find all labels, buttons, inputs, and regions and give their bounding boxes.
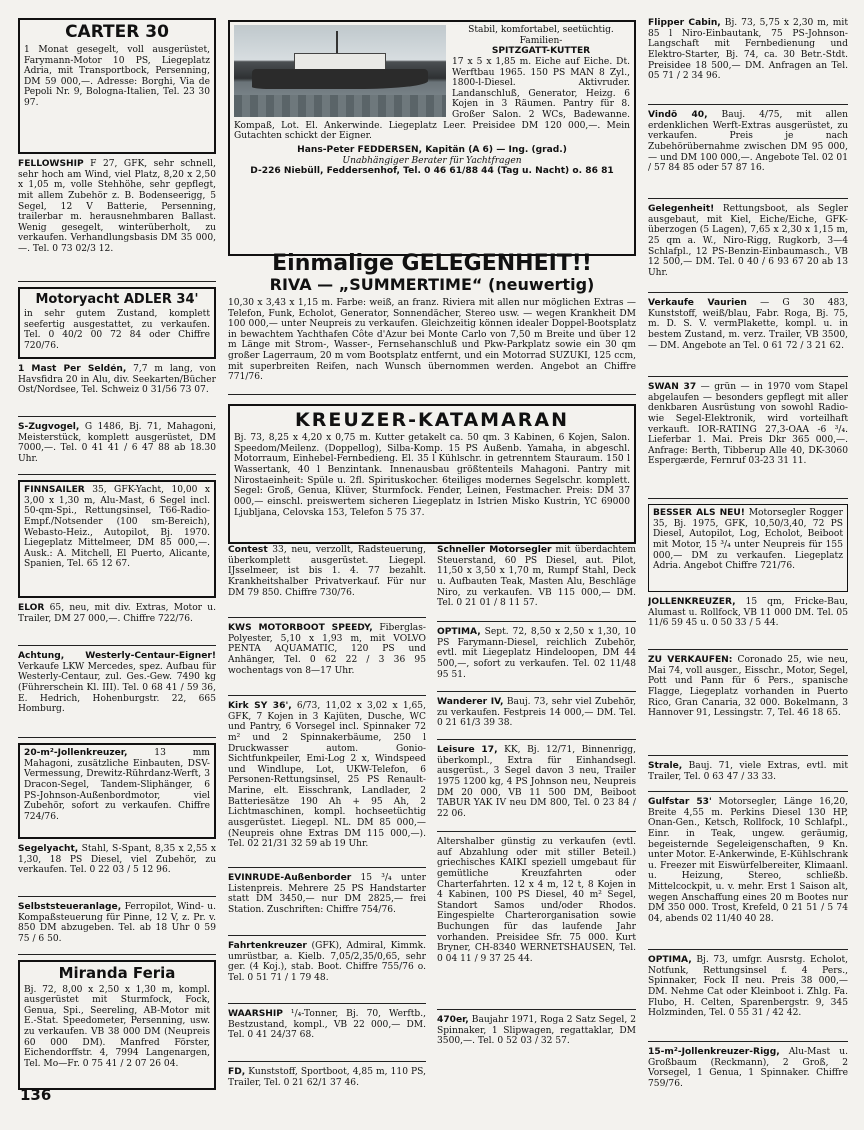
ad-strale	[648, 761, 848, 792]
ad-body: 35, GFK-Yacht, 10,00 x 3,00 x 1,30 m, Alu-Mast, 6 Segel incl. 50-qm-Spi., Rettungsinsel, T66-Radio-Empf./Notsender (100 sm-Bereich), Webasto-Heiz., Autopilot, Bj. 1970. Liegeplatz Mittelmeer, DM 85 000,—. Ausk.: A. Mitchell, El Puerto, Alicante, Spanien, Tel. 65 12 67.	[24, 485, 210, 570]
ad-jollenkreuzer-20	[18, 743, 216, 839]
ad-wanderer-iv	[437, 697, 636, 740]
ad-body: Alu-Mast u. Großbaum (Reckmann), 2 Groß, 2 Vorsegel, 1 Genua, 1 Spinnaker. Chiffre 759/76.	[648, 1047, 848, 1089]
ad-segelyacht-stahl	[18, 844, 216, 897]
ad-subheadline: RIVA — „SUMMERTIME“ (neuwertig)	[269, 275, 595, 295]
ad-body: Motorsegler Rogger 35, Bj. 1975, GFK, 10,50/3,40, 72 PS Diesel, Autopilot, Log, Echolot, Beiboot mit Motor, 15 ³/₄ unter Neupreis für 155 000,— DM zu verkaufen. Liegeplatz Adria. Angebot Chiffre 721/76.	[653, 508, 843, 572]
ad-lead: JOLLENKREUZER,	[648, 597, 736, 607]
ad-body: Bauj. 71, viele Extras, evtl. mit Trailer, Tel. 0 63 47 / 33 33.	[648, 761, 848, 782]
ad-470er	[437, 1015, 636, 1067]
ad-body: 7,7 m lang, von Havsfidra 20 in Alu, div. Seekarten/Bücher Ost/Nordsee, Tel. Schweiz 0 31/56 73 07.	[18, 364, 216, 396]
ad-body: Altershalber günstig zu verkaufen (evtl. auf Abzahlung oder mit stiller Beteil.) griechisches KAIKI speziell umgebaut für gemütliche Kreuzfahrten oder Charterfahrten. 12 x 4 m, 12 t, 8 Kojen in 4 Kabinen, 100 PS Diesel, 40 m² Segel, Standort Samos und/oder Rhodos. Eingespielte Charterorganisation sowie Buchungen für das laufende Jahr vorhanden. Preisidee Sfr. 75 000. Kurt Bryner, CH-8340 WERNETSHAUSEN, Tel. 0 04 11 / 9 37 25 44.	[437, 837, 636, 964]
ad-body: Bj. 73, 8,25 x 4,20 x 0,75 m. Kutter getakelt ca. 50 qm. 3 Kabinen, 6 Kojen, Salon. Speedom/Meilenz. (Doppellog), Silba-Komp. 15 PS Außenb. Yamaha, in abgeschl. Motorraum, Einhebel-Fernbedieng. El. 35 l Kühlschr. in getrenntem Stauraum. 150 l Wassertank, 40 l Benzintank. Innenausbau größtenteils Mahagoni. Pantry mit Nirostaeinheit: Spüle u. 2fl. Spirituskocher. 6teiliges modernes Segelschr. komplett. Segel: Groß, Genua, Klüver, Sturmfock. Fender, Leinen, Festmacher. Preis: DM 37 000,— einschl. preiswertem sicheren Liegeplatz in Istrien Misko Kustrin, YC 69000 Ljubljana, Celovska 153, Telefon 5 75 37.	[234, 433, 630, 518]
ad-contest-33	[228, 545, 426, 618]
ad-body: 10,30 x 3,43 x 1,15 m. Farbe: weiß, an franz. Riviera mit allen nur möglichen Extras — Telefon, Funk, Echolot, Generator, Sonnendächer, Stereo usw. — wegen Krankheit DM 100 000,— unter Neupreis zu verkaufen. Gleichzeitig können idealer Doppel-Bootsplatz in bewachtem Yachthafen Côte d'Azur bei Monte Carlo von 7,50 m Breite und über 12 m Länge mit Strom-, Wasser-, Fernsehanschluß und Pkw-Parkplatz sowie ein 30 qm großer Lagerraum, 20 m vom Bootsplatz entfernt, und ein Motorrad SUZUKI, 125 ccm, mit superbreiten Reifen, nach Wunsch übernommen werden. Angebot an Chiffre 771/76.	[228, 297, 636, 383]
ad-swan-37	[648, 382, 848, 499]
ad-title: 20-m²-Jollenkreuzer,	[24, 748, 128, 758]
ad-lead: Wanderer IV,	[437, 697, 504, 707]
ad-body: 33, neu, verzollt, Radsteuerung, überkomplett ausgerüstet. Liegepl. IJsselmeer, ist bis 1. 4. 77 bezahlt. Krankheitshalber Privatverkauf. Für nur DM 79 850. Chiffre 730/76.	[228, 545, 426, 598]
ad-intro: Stabil, komfortabel, seetüchtig. Familien-	[468, 25, 614, 46]
ad-fellowship	[18, 159, 216, 282]
ad-lead: FELLOWSHIP	[18, 159, 84, 169]
ad-body: Verkaufe LKW Mercedes, spez. Aufbau für Westerly-Centaur, zul. Ges.-Gew. 7490 kg (Führerschein Kl. III). Tel. 0 68 41 / 59 36, E. Hedrich, Hohenburgstr. 22, 665 Homburg.	[18, 661, 216, 715]
ad-body: Stahl, S-Spant, 8,35 x 2,55 x 1,30, 18 PS Diesel, viel Zubehör, zu verkaufen. Tel. 0 22 03 / 5 12 96.	[18, 844, 216, 876]
ad-lead: OPTIMA,	[437, 627, 481, 637]
ad-body: Sept. 72, 8,50 x 2,50 x 1,30, 10 PS Farymann-Diesel, reichlich Zubehör, evtl. mit Liegeplatz Hindeloopen, DM 44 500,—, sofort zu verkaufen. Tel. 02 11/48 95 51.	[437, 627, 636, 680]
ad-feddersen	[228, 20, 636, 261]
ad-title: Motoryacht ADLER 34'	[35, 292, 199, 307]
ad-lead: Strale,	[648, 761, 683, 771]
ad-lead: ZU VERKAUFEN:	[648, 655, 733, 665]
ad-riva	[228, 252, 636, 400]
ad-body: 13 mm Mahagoni, zusätzliche Einbauten, DSV-Vermessung, Drewitz-Rührdanz-Werft, 3 Dracon-Segel, Tandem-Sliphänger, 6 PS-Johnson-Außenbordmotor, viel Zubehör, sofort zu verkaufen. Chiffre 724/76.	[24, 748, 210, 822]
ad-selbststeueranlage	[18, 902, 216, 955]
ad-body: Bauj. 73, sehr viel Zubehör, zu verkaufen. Festpreis 14 000,— DM. Tel. 0 21 61/3 39 38.	[437, 697, 636, 729]
ad-body: 15 qm, Fricke-Bau, Alumast u. Rollfock, VB 11 000 DM. Tel. 05 11/6 59 45 u. 0 50 33 / 5 44.	[648, 597, 848, 629]
ad-fd	[228, 1067, 426, 1107]
ad-kreuzer-katamaran	[228, 404, 636, 549]
ad-optima-bj73	[648, 955, 848, 1042]
ad-body: Ferropilot, Wind- u. Kompaßsteuerung für Pinne, 12 V, z. Pr. v. 850 DM abzugeben. Tel. ab 18 Uhr 0 59 75 / 6 50.	[18, 902, 216, 944]
ad-lead: Leisure 17,	[437, 745, 498, 755]
ad-body: Rettungsboot, als Segler ausgebaut, mit Kiel, Eiche/Eiche, GFK-überzogen (5 Lagen), 7,65 x 2,30 x 1,15 m, 25 qm a. W., Niro-Rigg, Rugkorb, 3—4 Schlafpl., 12 PS-Benzin-Einbaumasch., VB 12 500,— DM. Tel. 0 40 / 6 93 67 20 ab 13 Uhr.	[648, 204, 848, 278]
ad-lead: Schneller Motorsegler	[437, 545, 552, 555]
ad-lead: ELOR	[18, 603, 45, 613]
ad-kws-speedy	[228, 623, 426, 696]
ad-advertiser-name: Hans-Peter FEDDERSEN, Kapitän (A 6) — Ing. (grad.)	[297, 144, 567, 155]
ad-body: (GFK), Admiral, Kimmk. umrüstbar, a. Kielb. 7,05/2,35/0,65, sehr ger. (4 Koj.), stab. Boot. Chiffre 755/76 o. Tel. 0 51 71 / 1 79 48.	[228, 941, 426, 983]
ad-title: CARTER 30	[65, 22, 169, 42]
ad-lead: 1 Mast Per Seldén,	[18, 364, 127, 374]
ad-gelegenheit-rettungsboot	[648, 204, 848, 293]
ad-body: mit überdachtem Steuerstand, 60 PS Diesel, aut. Pilot, 11,50 x 3,50 x 1,70 m, Rumpf Stahl, Deck u. Aufbauten Teak, Masten Alu, Beschläge Niro, zu verkaufen. VB 115 000,— DM. Tel. 0 21 01 / 8 11 57.	[437, 545, 636, 609]
ad-body: 65, neu, mit div. Extras, Motor u. Trailer, DM 27 000,—. Chiffre 722/76.	[18, 603, 216, 624]
ad-body: Coronado 25, wie neu, Mai 74, voll ausger., Eisschr., Motor, Segel, Pott und Pann für 6 Pers., spanische Flagge, Liegeplatz vorhanden in Puerto Rico, Gran Canaria, 32 000. Bokelmann, 3 Hannover 91, Lessingstr. 7, Tel. 46 18 65.	[648, 655, 848, 719]
ad-evinrude	[228, 873, 426, 936]
ad-leisure-17	[437, 745, 636, 832]
ad-body: KK, Bj. 12/71, Binnenrigg, überkompl., Extra für Einhandsegl. ausgerüst., 3 Segel davon 3 neu, Trailer 1975 1200 kg, 4 PS Johnson neu, Neupreis DM 20 000, VB 11 500 DM, Beiboot TABUR YAK IV neu DM 800, Tel. 0 23 84 / 22 06.	[437, 745, 636, 819]
ad-lead: S-Zugvogel,	[18, 422, 80, 432]
ad-body: ¹/₄-Tonner, Bj. 70, Werftb., Bestzustand, kompl., VB 22 000,— DM. Tel. 0 41 24/37 68.	[228, 1009, 426, 1041]
ad-gulfstar-53	[648, 797, 848, 950]
ad-s-zugvogel	[18, 422, 216, 475]
ad-lead: Gelegenheit!	[648, 204, 715, 214]
ad-body: — grün — in 1970 vom Stapel abgelaufen — besonders gepflegt mit aller denkbaren Ausrüstung von sowohl Radio- wie Segel-Elektronik, wird vorteilhaft verkauft. IOR-RATING 27,3-OAA -6 ³/₄. Lieferbar 1. Mai. Preis Dkr 365 000,—. Anfrage: Berth, Tibberup Alle 40, DK-3060 Espergærde, Fernruf 03-23 31 11.	[648, 382, 848, 467]
ad-body: F 27, GFK, sehr schnell, sehr hoch am Wind, viel Platz, 8,20 x 2,50 x 1,05 m, volle Stehhöhe, sehr gepflegt, mit allem Zubehör z. B. Bodenseerigg, 5 Segel, 12 V Batterie, Persenning, trailerbar m. herausnehmbaren Ballast. Wenig gesegelt, winterüberholt, zu verkaufen. Verhandlungsbasis DM 35 000,—. Tel. 0 73 02/3 12.	[18, 159, 216, 254]
ad-fahrtenkreuzer	[228, 941, 426, 1004]
ad-body: Motorsegler, Länge 16,20, Breite 4,55 m. Perkins Diesel 130 HP, Onan-Gen., Ketsch, Rollfock, 10 Schlafpl., Einr. in Teak, ungew. geräumig, begeisternde Segeleigenschaften, 9 Kn. unter Motor. E-Ankerwinde, E-Kühlschrank u. Freezer mit Eiswürfelbereiter, Klimaanl. u. Heizung, Stereo, schließb. Mittelcockpit, u. v. mehr. Erst 1 Saison alt, wegen Anschaffung eines 20 m Bootes nur DM 350 000. Trost, Krefeld, 0 21 51 / 5 74 04, abends 02 11/40 40 28.	[648, 797, 848, 924]
ad-lead: EVINRUDE-Außenborder	[228, 873, 352, 883]
ad-besser-als-neu	[648, 504, 848, 592]
ad-lead: SWAN 37	[648, 382, 697, 392]
ad-lead: OPTIMA,	[648, 955, 692, 965]
ad-lead: Gulfstar 53'	[648, 797, 712, 807]
ad-body: Bj. 73, umfgr. Ausrstg. Echolot, Notfunk, Rettungsinsel f. 4 Pers., Spinnaker, Fock II neu. Preis 38 000,— DM. Nehme Cat oder Kleinboot i. Zhlg. Fa. Flubo, H. Celten, Sparenbergstr. 9, 345 Holzminden, Tel. 0 55 31 / 42 42.	[648, 955, 848, 1019]
column-2a	[228, 545, 426, 1112]
ad-body: 1 Monat gesegelt, voll ausgerüstet, Farymann-Motor 10 PS, Liegeplatz Adria, mit Transportbock, Persenning, DM 59 000,—. Adresse: Borghi, Via de Pepoli Nr. 9, Bologna-Italien, Tel. 23 30 97.	[24, 44, 210, 108]
column-3	[648, 18, 848, 1106]
ad-body: Kunststoff, Sportboot, 4,85 m, 110 PS, Trailer, Tel. 0 21 62/1 37 46.	[228, 1067, 426, 1088]
ad-body: Bj. 72, 8,00 x 2,50 x 1,30 m, kompl. ausgerüstet mit Sturmfock, Fock, Genua, Spi., Seereling, AB-Motor mit E.-Stat. Speedometer, Persenning, usw. zu verkaufen. VB 38 000 DM (Neupreis 60 000 DM). Manfred Förster, Eichendorffstr. 4, 7994 Langenargen, Tel. Mo—Fr. 0 75 41 / 2 07 26 04.	[24, 984, 210, 1069]
boat-photo	[234, 25, 446, 117]
ad-lead: Vindö 40,	[648, 110, 708, 120]
ad-schneller-motorsegler	[437, 545, 636, 622]
ad-optima-sept72	[437, 627, 636, 692]
ad-body: 17 x 5 x 1,85 m. Eiche auf Eiche. Dt. Werftbau 1965. 150 PS MAN 8 Zyl., 1800-l-Diesel. Aktivruder. Landanschluß, Generator, Heizg. 6 Kojen in 3 Räumen. Pantry für 8. Großer Salon. 2 WCs, Badewanne. Kompaß, Lot. El. Ankerwinde. Liegeplatz Leer. Preisidee DM 120 000,—. Mein Gutachten schickt der Eigner.	[234, 56, 630, 142]
ad-lead: Achtung, Westerly-Centaur-Eigner!	[18, 651, 216, 661]
ad-title: Miranda Feria	[58, 964, 176, 982]
ad-westerly-centaur	[18, 651, 216, 738]
ad-jollenkreuzer-rigg	[648, 1047, 848, 1101]
ad-body: 15 ³/₄ unter Listenpreis. Mehrere 25 PS Handstarter statt DM 3450,— nur DM 2825,— frei Station. Zuschriften: Chiffre 754/76.	[228, 873, 426, 915]
ad-waarship	[228, 1009, 426, 1062]
ad-kirk-sy-36	[228, 701, 426, 868]
ad-body: Fiberglas-Polyester, 5,10 x 1,93 m, mit VOLVO PENTA AQUAMATIC, 120 PS und Anhänger, Tel. 0 62 22 / 3 36 95 wochentags von 8—17 Uhr.	[228, 623, 426, 676]
ad-lead: Kirk SY 36',	[228, 701, 292, 711]
ad-advertiser-address: D-226 Niebüll, Feddersenhof, Tel. 0 46 61/88 44 (Tag u. Nacht) o. 86 81	[250, 166, 614, 177]
ad-vaurien	[648, 298, 848, 377]
ad-body: 6/73, 11,02 x 3,02 x 1,65, GFK, 7 Kojen in 3 Kajüten, Dusche, WC und Pantry, 6 Vorsegel incl. Spinnaker 72 m² und 2 Spinnakerbäume, 250 l Druckwasser autom. Gonio-Sichtfunkpeiler, Emi-Log 2 x, Windspeed und Windlupe, Lot, UKW-Telefon, 6 Personen-Rettungsinsel, 25 PS Renault-Marine, elt. Eisschrank, Landlader, 2 Batteriesätze 190 Ah + 95 Ah, 2 Lichtmaschinen, kompl. hochseetüchtig ausgerüstet. Liegepl. NL. DM 85 000,— (Neupreis ohne Extras DM 115 000,—). Tel. 02 21/31 32 59 ab 19 Uhr.	[228, 701, 426, 850]
ad-body: — G 30 483, Kunststoff, weiß/blau, Fabr. Roga, Bj. 75, m. D. S. V. vermPlakette, kompl. u. in bestem Zustand, m. verz. Trailer, VB 3500,— DM. Angebote an Tel. 0 61 72 / 3 21 62.	[648, 298, 848, 351]
ad-body: G 1486, Bj. 71, Mahagoni, Meisterstück, komplett ausgerüstet, DM 7000,—. Tel. 0 41 41 / 6 47 88 ab 18.30 Uhr.	[18, 422, 216, 464]
ad-finnsailer	[18, 480, 216, 598]
ad-mast-selden	[18, 364, 216, 417]
ad-elor	[18, 603, 216, 646]
ad-body: in sehr gutem Zustand, komplett seefertig ausgestattet, zu verkaufen. Tel. 0 40/2 00 72 84 oder Chiffre 720/76.	[24, 309, 210, 352]
ad-lead: FD,	[228, 1067, 246, 1077]
ad-coronado-25	[648, 655, 848, 756]
ad-lead: Flipper Cabin,	[648, 18, 721, 28]
ad-lead: KWS MOTORBOOT SPEEDY,	[228, 623, 373, 633]
ad-lead: 470er,	[437, 1015, 469, 1025]
page-number: 136	[20, 1086, 52, 1104]
ad-headline: KREUZER-KATAMARAN	[294, 409, 570, 431]
ad-miranda-feria	[18, 960, 216, 1090]
ad-flipper-cabin	[648, 18, 848, 105]
ad-lead: Segelyacht,	[18, 844, 79, 854]
column-2b	[437, 545, 636, 1072]
ad-lead: Contest	[228, 545, 268, 555]
ad-title: SPITZGATT-KUTTER	[491, 46, 591, 57]
ad-lead: Selbststeueranlage,	[18, 902, 122, 912]
ad-body: Baujahr 1971, Roga 2 Satz Segel, 2 Spinnaker, 1 Slipwagen, regattaklar, DM 3500,—. Tel. 0 52 03 / 32 57.	[437, 1015, 636, 1047]
ad-body: Bj. 73, 5,75 x 2,30 m, mit 85 l Niro-Einbautank, 75 PS-Johnson-Langschaft mit Fernbedienung und Elektro-Starter, Bj. 74, ca. 30 Betr.-Stdt. Preisidee 18 500,— DM. Anfragen an Tel. 05 71 / 2 34 96.	[648, 18, 848, 82]
ad-title: FINNSAILER	[24, 485, 85, 495]
ad-advertiser-subtitle: Unabhängiger Berater für Yachtfragen	[342, 155, 522, 166]
ad-lead: 15-m²-Jollenkreuzer-Rigg,	[648, 1047, 780, 1057]
ad-lead: Verkaufe Vaurien	[648, 298, 747, 308]
ad-carter-30	[18, 18, 216, 154]
ad-lead: BESSER ALS NEU!	[653, 508, 745, 518]
ad-headline: Einmalige GELEGENHEIT!!	[272, 252, 592, 276]
column-1	[18, 18, 216, 1095]
ad-lead: Fahrtenkreuzer	[228, 941, 307, 951]
ad-lead: WAARSHIP	[228, 1009, 283, 1019]
ad-body: Bauj. 4/75, mit allen erdenklichen Werft-Extras ausgerüstet, zu verkaufen. Preis je nach Zubehörübernahme zwischen DM 95 000,— und DM 100 000,—. Angebote Tel. 02 01 / 57 84 85 oder 57 87 16.	[648, 110, 848, 174]
ad-adler-34	[18, 287, 216, 359]
ad-kaiki	[437, 837, 636, 1010]
ad-jollenkreuzer-15	[648, 597, 848, 650]
ad-vindo-40	[648, 110, 848, 199]
